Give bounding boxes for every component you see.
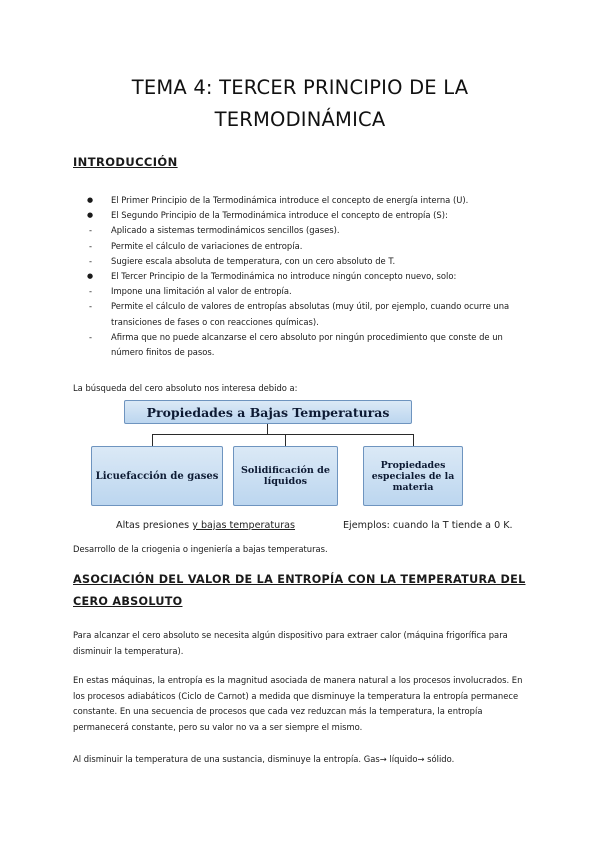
bullet-icon: ● (87, 196, 94, 204)
list-item (73, 208, 533, 223)
list-item (73, 330, 533, 360)
list-item (73, 239, 533, 254)
bullet-icon: ● (87, 272, 94, 281)
paragraph-1: Para alcanzar el cero absoluto se necesita algún dispositivo para extraer calor (máquina frigorífica para disminuir la temperatura). (73, 630, 508, 656)
connector-line (285, 434, 286, 446)
page-title-line1: TEMA 4: TERCER PRINCIPIO DE LA (131, 76, 469, 99)
paragraph-2: En estas máquinas, la entropía es la magnitud asociada de manera natural a los procesos involucrados. En los procesos adiabáticos (Ciclo de Carnot) a medida que disminuye la temperatura la entropía permanece constante. En una secuencia de procesos que cada vez reduzcan más la temperatura, la entropía permanecerá constante, pero su valor no va a ser siempre el mismo. (73, 675, 523, 732)
caption-left (116, 520, 295, 531)
list-item-text: Afirma que no puede alcanzarse el cero absoluto por ningún procedimiento que conste de un número finitos de pasos. (111, 331, 503, 358)
caption-left-a: Altas presiones (116, 520, 190, 531)
list-item-text: El Segundo Principio de la Termodinámica introduce el concepto de entropía (S): (111, 210, 448, 221)
dash-icon: - (89, 286, 93, 297)
caption-left-b: y bajas temperaturas (192, 520, 296, 531)
diagram-root-box: Propiedades a Bajas Temperaturas (124, 400, 412, 424)
connector-line (267, 424, 268, 434)
list-item-text: Sugiere escala absoluta de temperatura, con un cero absoluto de T. (111, 255, 396, 266)
list-item (73, 223, 533, 238)
dash-icon: - (89, 255, 93, 266)
connector-line (413, 434, 414, 446)
list-item (73, 254, 533, 269)
diagram-box-solidificacion: Solidificación de líquidos (233, 446, 338, 506)
paragraph-3: Al disminuir la temperatura de una sustancia, disminuye la entropía. Gas→ líquido→ sólido. (73, 754, 455, 764)
dash-icon: - (89, 331, 93, 342)
criogenia-text: Desarrollo de la criogenia o ingeniería a bajas temperaturas. (73, 544, 328, 554)
section2-heading-line1: ASOCIACIÓN DEL VALOR DE LA ENTROPÍA CON LA TEMPERATURA DEL (73, 573, 526, 586)
connector-line (152, 434, 414, 435)
list-item-text: Permite el cálculo de valores de entropías absolutas (muy útil, por ejemplo, cuando ocurre una transiciones de fases o con reacciones químicas). (111, 301, 510, 327)
bullet-icon: ● (87, 211, 94, 220)
diagram-box-propiedades: Propiedades especiales de la materia (363, 446, 463, 506)
list-item-text: El Tercer Principio de la Termodinámica no introduce ningún concepto nuevo, solo: (111, 271, 457, 282)
list-item-text: El Primer Principio de la Termodinámica introduce el concepto de energía interna (U). (111, 195, 469, 205)
list-item (73, 284, 533, 299)
search-paragraph: La búsqueda del cero absoluto nos interesa debido a: (73, 383, 298, 393)
dash-icon: - (89, 301, 93, 312)
dash-icon: - (89, 225, 93, 236)
caption-right: Ejemplos: cuando la T tiende a 0 K. (343, 520, 513, 531)
list-item (73, 299, 533, 329)
list-item-text: Permite el cálculo de variaciones de entropía. (111, 240, 303, 251)
properties-diagram (73, 398, 533, 540)
list-item-text: Aplicado a sistemas termodinámicos sencillos (gases). (111, 225, 340, 236)
intro-heading: INTRODUCCIÓN (73, 155, 178, 169)
list-item (73, 193, 533, 208)
page-title-line2: TERMODINÁMICA (214, 108, 386, 131)
dash-icon: - (89, 240, 93, 251)
section2-heading-line2: CERO ABSOLUTO (73, 595, 183, 608)
intro-list (73, 193, 533, 360)
diagram-box-licuefaccion: Licuefacción de gases (91, 446, 223, 506)
connector-line (152, 434, 153, 446)
list-item-text: Impone una limitación al valor de entropía. (111, 286, 292, 297)
list-item (73, 269, 533, 284)
